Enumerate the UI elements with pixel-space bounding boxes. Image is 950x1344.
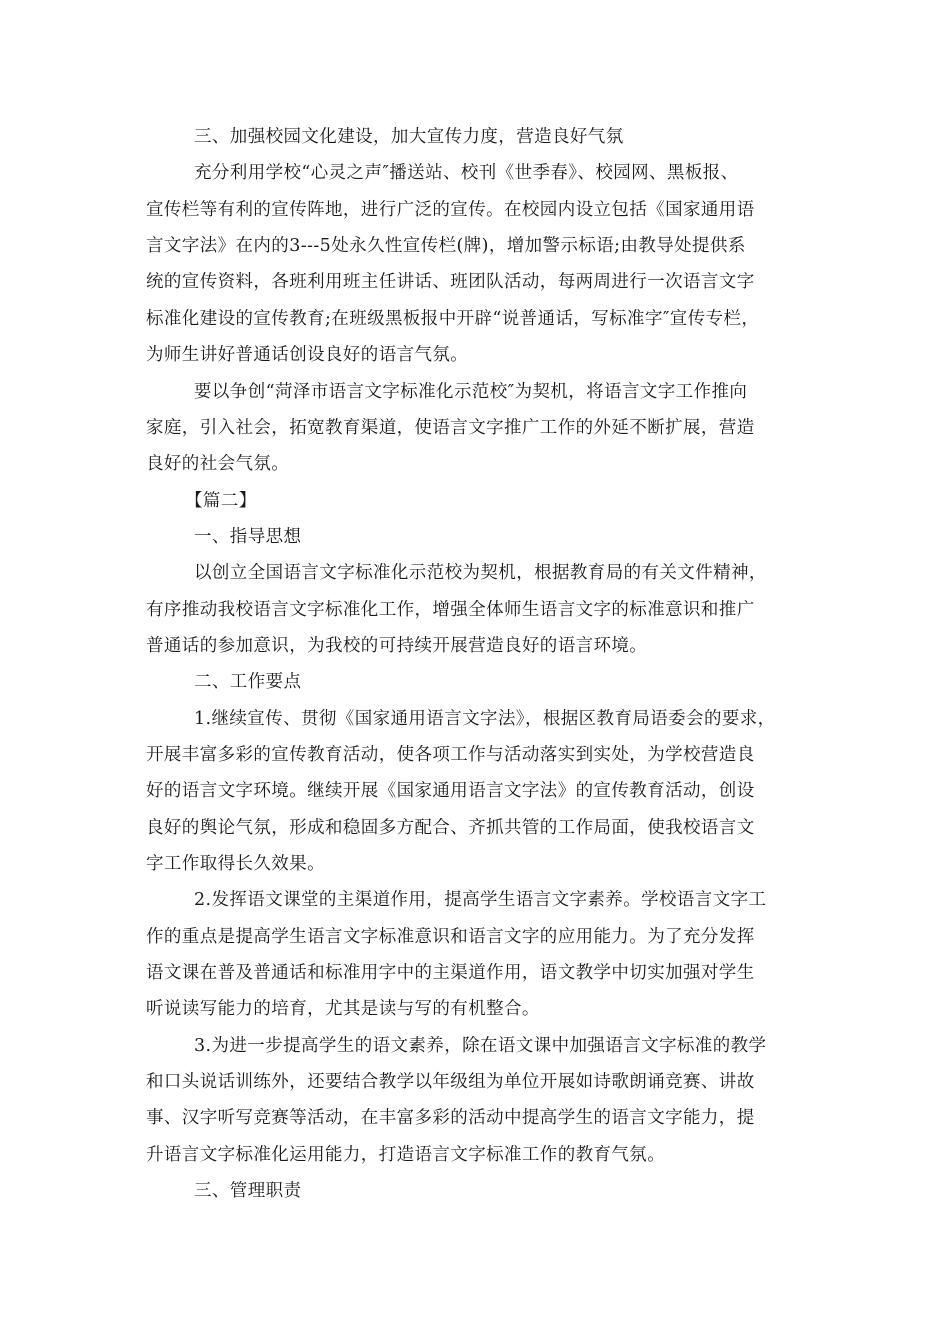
chapter-heading: 【篇二】	[185, 491, 257, 511]
paragraph-line: 1.继续宣传、贯彻《国家通用语言文字法》，根据区教育局语委会的要求，	[194, 709, 776, 729]
paragraph-line: 为师生讲好普通话创设良好的语言气氛。	[146, 345, 469, 365]
paragraph-line: 开展丰富多彩的宣传教育活动，使各项工作与活动落实到实处，为学校营造良	[146, 745, 755, 765]
paragraph-line: 以创立全国语言文字标准化示范校为契机，根据教育局的有关文件精神，	[194, 563, 767, 583]
section-heading: 一、指导思想	[194, 527, 302, 547]
paragraph-line: 事、汉字听写竞赛等活动，在丰富多彩的活动中提高学生的语言文字能力，提	[146, 1108, 755, 1128]
paragraph-line: 良好的舆论气氛，形成和稳固多方配合、齐抓共管的工作局面，使我校语言文	[146, 818, 755, 838]
paragraph-line: 普通话的参加意识，为我校的可持续开展营造良好的语言环境。	[146, 636, 648, 656]
section-heading: 三、加强校园文化建设，加大宣传力度，营造良好气氛	[194, 127, 624, 147]
paragraph-line: 充分利用学校“心灵之声″播送站、校刊《世季春》、校园网、黑板报、	[194, 163, 739, 183]
paragraph-line: 升语言文字标准化运用能力，打造语言文字标准工作的教育气氛。	[146, 1145, 666, 1165]
paragraph-line: 语文课在普及普通话和标准用字中的主渠道作用，语文教学中切实加强对学生	[146, 963, 755, 983]
paragraph-line: 家庭，引入社会，拓宽教育渠道，使语言文字推广工作的外延不断扩展，营造	[146, 418, 755, 438]
paragraph-line: 作的重点是提高学生语言文字标准意识和语言文字的应用能力。为了充分发挥	[146, 927, 755, 947]
paragraph-line: 良好的社会气氛。	[146, 454, 290, 474]
section-heading: 三、管理职责	[194, 1181, 302, 1201]
section-heading: 二、工作要点	[194, 672, 302, 692]
paragraph-line: 有序推动我校语言文字标准化工作，增强全体师生语言文字的标准意识和推广	[146, 600, 755, 620]
paragraph-line: 3.为进一步提高学生的语文素养，除在语文课中加强语言文字标准的教学	[194, 1036, 767, 1056]
paragraph-line: 和口头说话训练外，还要结合教学以年级组为单位开展如诗歌朗诵竞赛、讲故	[146, 1072, 755, 1092]
paragraph-line: 2.发挥语文课堂的主渠道作用，提高学生语言文字素养。学校语言文字工	[194, 890, 767, 910]
paragraph-line: 言文字法》在内的3---5处永久性宣传栏(牌)，增加警示标语;由教导处提供系	[146, 236, 746, 256]
paragraph-line: 标准化建设的宣传教育;在班级黑板报中开辟“说普通话，写标准字″宣传专栏，	[146, 309, 760, 329]
paragraph-line: 宣传栏等有利的宣传阵地，进行广泛的宣传。在校园内设立包括《国家通用语	[146, 200, 755, 220]
paragraph-line: 统的宣传资料，各班利用班主任讲话、班团队活动，每两周进行一次语言文字	[146, 272, 755, 292]
paragraph-line: 好的语言文字环境。继续开展《国家通用语言文字法》的宣传教育活动，创设	[146, 781, 755, 801]
paragraph-line: 听说读写能力的培育，尤其是读与写的有机整合。	[146, 999, 540, 1019]
paragraph-line: 字工作取得长久效果。	[146, 854, 325, 874]
paragraph-line: 要以争创“菏泽市语言文字标准化示范校″为契机，将语言文字工作推向	[194, 382, 748, 402]
